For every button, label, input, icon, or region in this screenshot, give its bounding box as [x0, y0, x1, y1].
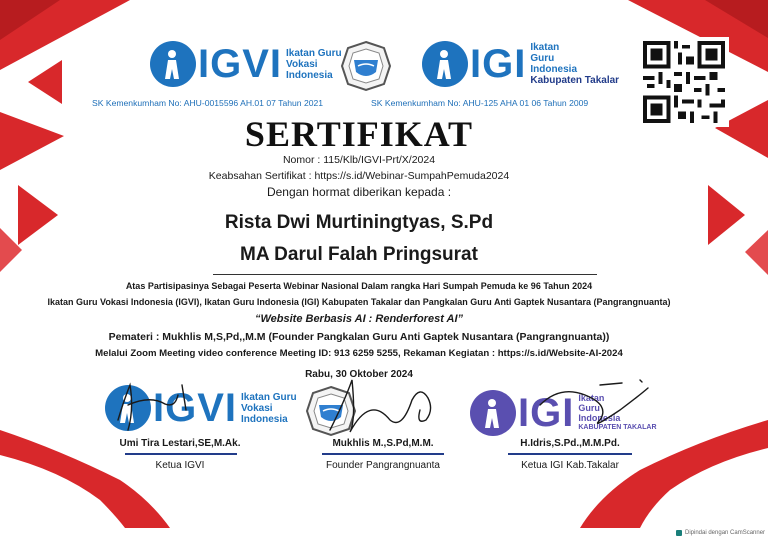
igi-footer-line1: Ikatan — [578, 393, 605, 403]
igvi-logo-line1: Ikatan Guru — [286, 47, 342, 59]
sk-igi: SK Kemenkumham No: AHU-125 AHA 01 06 Tahun 2009 — [371, 98, 589, 108]
igvi-footer-line1: Ikatan Guru — [241, 391, 297, 403]
signatory-1-name: Umi Tira Lestari,SE,M.Ak. — [119, 438, 241, 449]
organizers-text: Ikatan Guru Vokasi Indonesia (IGVI), Ikatan Guru Indonesia (IGI) Kabupaten Takalar dan Pangkalan Guru Anti Gaptek Nusantara (Pangrangnuanta) — [47, 297, 671, 307]
igvi-logo-line3: Indonesia — [286, 69, 333, 81]
signatory-1-rule — [125, 453, 237, 455]
participation-text: Atas Partisipasinya Sebagai Peserta Webinar Nasional Dalam rangka Hari Sumpah Pemuda ke 96 Tahun 2024 — [125, 281, 593, 291]
camscanner-icon — [676, 530, 682, 536]
camscanner-watermark — [676, 530, 765, 536]
signature-icon-2 — [330, 380, 431, 432]
webinar-topic: “Website Berbasis AI : Renderforest AI” — [254, 313, 464, 325]
recipient-school: MA Darul Falah Pringsurat — [240, 244, 478, 265]
event-date: Rabu, 30 Oktober 2024 — [305, 369, 413, 380]
igvi-footer-logo-text: IGVI — [153, 386, 238, 430]
igvi-logo-line2: Vokasi — [286, 58, 318, 70]
certificate-number: Nomor : 115/Klb/IGVI-Prt/X/2024 — [282, 154, 436, 166]
signature-icon-3 — [540, 380, 648, 423]
igi-logo-text: IGI — [470, 42, 527, 86]
signatory-2-name: Mukhlis M.,S.Pd,M.M. — [332, 438, 434, 449]
recipient-name: Rista Dwi Murtiningtyas, S.Pd — [224, 212, 494, 233]
certificate-title: SERTIFIKAT — [244, 114, 474, 154]
igi-footer-logo-text: IGI — [518, 391, 575, 435]
igvi-footer-line2: Vokasi — [241, 402, 273, 414]
igvi-footer-line3: Indonesia — [241, 413, 288, 425]
igi-footer-line3: Indonesia — [578, 413, 621, 423]
signatory-2-rule — [322, 453, 444, 455]
greeting-text: Dengan hormat diberikan kepada : — [266, 185, 452, 199]
meeting-info: Melalui Zoom Meeting video conference Meeting ID: 913 6259 5255, Rekaman Kegiatan : https://s.id/Website-AI-2024 — [95, 348, 623, 359]
signatory-3-role: Ketua IGI Kab.Takalar — [521, 460, 619, 471]
sk-igvi: SK Kemenkumham No: AHU-0015596 AH.01 07 Tahun 2021 — [92, 98, 324, 108]
igi-logo-line3: Indonesia — [530, 64, 578, 75]
signatory-3-name: H.Idris,S.Pd.,M.M.Pd. — [520, 438, 620, 449]
camscanner-label: Dipindai dengan CamScanner — [685, 530, 766, 536]
igi-footer-line4: KABUPATEN TAKALAR — [578, 424, 657, 431]
speaker-text: Pemateri : Mukhlis M,S,Pd,,M.M (Founder Pangkalan Guru Anti Gaptek Nusantara (Pangrangnuanta)) — [108, 331, 610, 343]
certificate-validity: Keabsahan Sertifikat : https://s.id/Webinar-SumpahPemuda2024 — [208, 170, 510, 182]
signature-icon-1 — [118, 385, 186, 430]
igi-logo-line4: Kabupaten Takalar — [530, 75, 620, 86]
igi-footer-line2: Guru — [578, 403, 600, 413]
igi-logo-line2: Guru — [530, 53, 555, 64]
signatory-3-rule — [508, 453, 632, 455]
igi-logo-line1: Ikatan — [530, 42, 560, 53]
igvi-logo-text: IGVI — [198, 42, 283, 86]
signatory-2-role: Founder Pangrangnuanta — [326, 460, 440, 471]
signatory-1-role: Ketua IGVI — [155, 460, 205, 471]
